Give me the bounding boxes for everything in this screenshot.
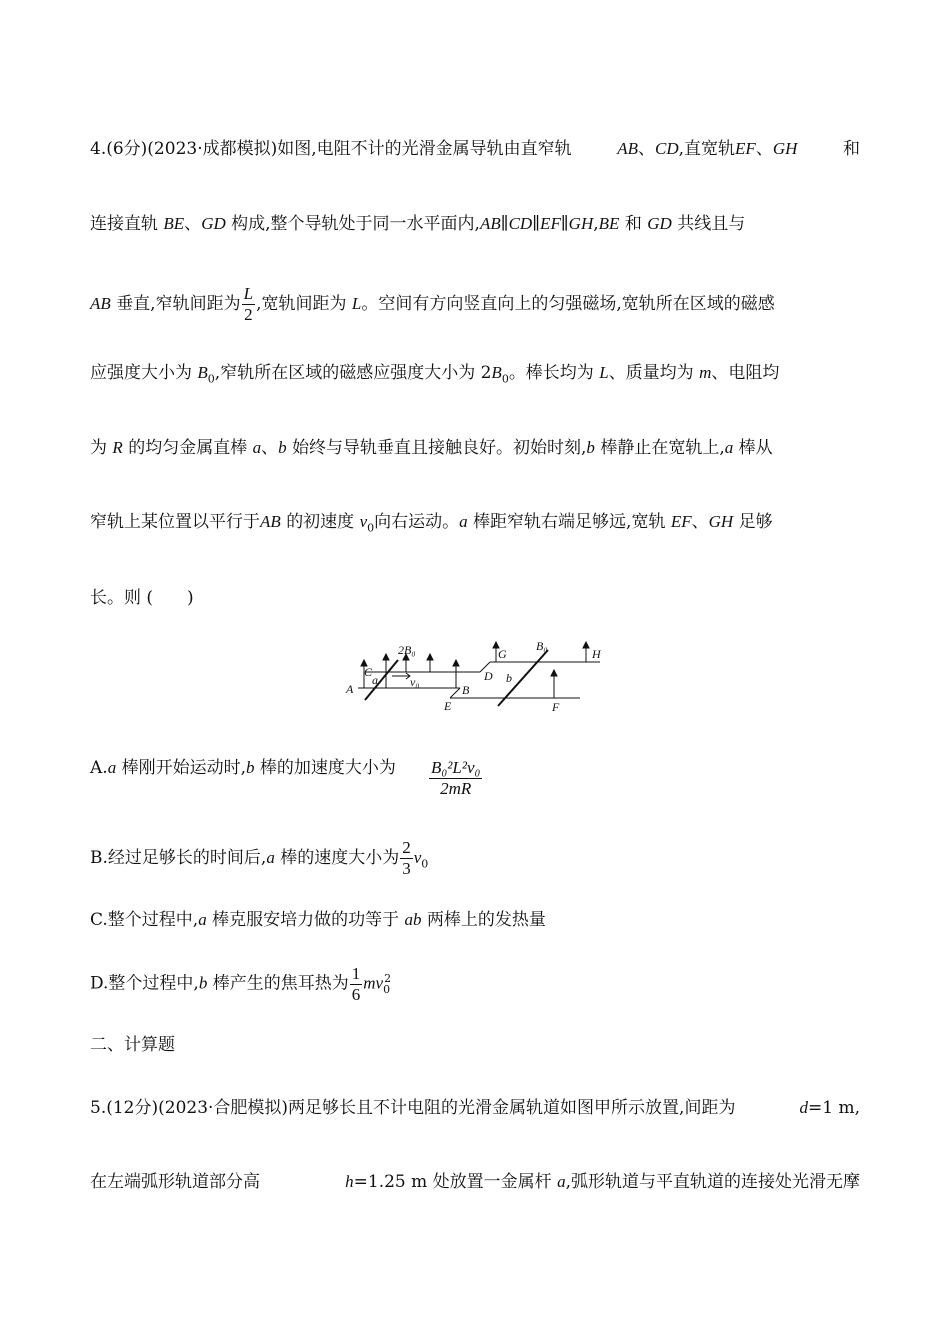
q4-text: 、 bbox=[184, 214, 202, 234]
label-H: H bbox=[592, 647, 601, 661]
q4-italic: BE bbox=[598, 214, 620, 233]
option-italic: a bbox=[266, 848, 275, 867]
superscript: 2 bbox=[384, 972, 392, 985]
option-text: 棒克服安培力做的功等于 bbox=[212, 910, 400, 930]
field-arrow-icon bbox=[551, 670, 557, 676]
q4-text: 棒从 bbox=[738, 438, 773, 458]
frac-num: L bbox=[243, 284, 254, 303]
q4-italic: EF bbox=[735, 139, 756, 158]
q4-text: 、 bbox=[638, 139, 656, 159]
q5-text: 5.(12分)(2023·合肥模拟)两足够长且不计电阻的光滑金属轨道如图甲所示放置,间距为 bbox=[90, 1098, 736, 1118]
option-italic: a bbox=[198, 910, 207, 929]
q4-text: , bbox=[593, 214, 599, 234]
fraction-2-over-3 bbox=[400, 838, 413, 879]
q4-text: 。空间有方向竖直向上的匀强磁场,宽轨所在区域的磁感 bbox=[361, 294, 775, 314]
q4-line-3 bbox=[90, 284, 860, 325]
q4-line-5 bbox=[90, 436, 860, 460]
field-arrow-icon bbox=[383, 654, 389, 660]
frac-num: 1 bbox=[351, 963, 361, 983]
q4-text: 足够 bbox=[738, 512, 773, 532]
q4-text: 棒静止在宽轨上, bbox=[600, 438, 725, 458]
q4-text: 、 bbox=[691, 512, 709, 532]
label-C: C bbox=[364, 665, 373, 679]
q4-text: 和 bbox=[624, 214, 642, 234]
option-C bbox=[90, 908, 546, 932]
q4-italic: L bbox=[351, 294, 362, 313]
q4-italic: R bbox=[112, 438, 123, 457]
q5-italic: d bbox=[799, 1098, 808, 1117]
frac-den: 6 bbox=[351, 984, 361, 1004]
option-text: A. bbox=[90, 758, 108, 778]
q4-text: 的初速度 bbox=[286, 512, 355, 532]
q4-text: 垂直,窄轨间距为 bbox=[116, 294, 241, 314]
q4-italic: AB∥CD∥EF∥GH bbox=[479, 214, 594, 233]
q4-text: 、 bbox=[755, 139, 773, 159]
q5-text: =1.25 m 处放置一金属杆 bbox=[353, 1172, 552, 1192]
q4-italic: GD bbox=[201, 214, 226, 233]
label-b: b bbox=[506, 671, 512, 685]
q4-line-2 bbox=[90, 212, 860, 236]
q4-italic: BE bbox=[163, 214, 185, 233]
label-B0: B₀ bbox=[536, 639, 548, 653]
q4-text: 。棒长均为 bbox=[508, 363, 594, 383]
option-text: B.经过足够长的时间后, bbox=[90, 848, 267, 868]
q4-text: 向右运动。 bbox=[374, 512, 460, 532]
label-2B0: 2B₀ bbox=[398, 643, 416, 657]
q4-line-6 bbox=[90, 510, 860, 540]
q4-text: 共线且与 bbox=[677, 214, 746, 234]
q4-text: ,窄轨所在区域的磁感应强度大小为 2 bbox=[214, 363, 492, 383]
field-arrow-icon bbox=[453, 660, 459, 666]
q4-italic: v bbox=[359, 512, 368, 531]
option-text: 棒的加速度大小为 bbox=[259, 758, 396, 778]
option-italic: mv bbox=[363, 973, 384, 993]
subscript: 0 bbox=[383, 983, 391, 997]
q4-italic: GD bbox=[647, 214, 672, 233]
q4-italic: a bbox=[724, 438, 734, 457]
q4-text: 和 bbox=[842, 139, 860, 159]
label-B: B bbox=[462, 683, 470, 697]
q4-italic: CD bbox=[655, 139, 679, 158]
q5-text: =1 m, bbox=[808, 1098, 860, 1118]
q4-text: 应强度大小为 bbox=[90, 363, 192, 383]
q4-text: 连接直轨 bbox=[90, 214, 158, 234]
option-text: 两棒上的发热量 bbox=[426, 910, 546, 930]
option-text: C.整个过程中, bbox=[90, 910, 199, 930]
q4-italic: L bbox=[599, 363, 609, 382]
label-F: F bbox=[552, 700, 560, 714]
option-italic: b bbox=[198, 973, 208, 993]
subscript: 0 bbox=[501, 372, 509, 386]
q4-italic: AB bbox=[260, 512, 281, 531]
q4-italic: AB bbox=[90, 294, 111, 313]
option-D bbox=[90, 961, 391, 1008]
label-E: E bbox=[444, 699, 452, 713]
q4-italic: B bbox=[491, 363, 502, 382]
q4-italic: b bbox=[278, 438, 287, 457]
q4-text: 、 bbox=[261, 438, 279, 458]
q4-text: ,宽轨间距为 bbox=[256, 294, 347, 314]
subscript: 0 bbox=[421, 857, 429, 871]
q5-italic: a bbox=[557, 1172, 566, 1191]
q4-italic: m bbox=[699, 363, 712, 382]
q4-text: ,直宽轨 bbox=[678, 139, 736, 159]
rail-BE bbox=[450, 688, 460, 698]
rail-diagram bbox=[340, 636, 610, 718]
q4-text: 、电阻均 bbox=[711, 363, 780, 383]
q4-italic: b bbox=[586, 438, 595, 457]
section-heading: 二、计算题 bbox=[90, 1035, 175, 1055]
q4-italic: a bbox=[459, 512, 468, 531]
q5-line-1 bbox=[90, 1096, 860, 1120]
frac-den: 3 bbox=[402, 859, 411, 878]
frac-den: 2 bbox=[244, 305, 253, 324]
label-A: A bbox=[346, 682, 354, 696]
q4-text: 的均匀金属直棒 bbox=[128, 438, 248, 458]
option-text: 棒产生的焦耳热为 bbox=[212, 973, 349, 994]
q4-text: 、质量均为 bbox=[608, 363, 694, 383]
q5-text: ,弧形轨道与平直轨道的连接处光滑无摩 bbox=[565, 1172, 860, 1192]
label-a: a bbox=[372, 673, 378, 687]
field-arrow-icon bbox=[427, 654, 433, 660]
option-text: 棒刚开始运动时, bbox=[121, 758, 246, 778]
subscript: 0 bbox=[207, 372, 215, 386]
label-G: G bbox=[498, 647, 507, 661]
q4-text: 窄轨上某位置以平行于 bbox=[90, 512, 260, 532]
option-italic: b bbox=[246, 758, 255, 777]
option-text: 棒的速度大小为 bbox=[280, 848, 400, 868]
option-italic: a bbox=[107, 758, 117, 777]
label-v0: v₀ bbox=[410, 675, 420, 689]
frac-num: 2 bbox=[402, 838, 411, 857]
q4-text: 长。则 ( ) bbox=[90, 588, 194, 608]
option-text: D.整个过程中, bbox=[90, 973, 199, 994]
q4-italic: AB bbox=[617, 139, 639, 158]
fraction-L-over-2 bbox=[242, 284, 255, 325]
option-A bbox=[90, 756, 396, 780]
frac-den: 2mR bbox=[440, 779, 472, 798]
q4-text: 构成,整个导轨处于同一水平面内, bbox=[231, 214, 480, 234]
q5-italic: h bbox=[345, 1172, 354, 1191]
q4-line-1 bbox=[90, 137, 860, 161]
q4-italic: a bbox=[252, 438, 262, 457]
q4-italic: B bbox=[197, 363, 208, 382]
fraction-option-A bbox=[429, 758, 482, 799]
option-B bbox=[90, 838, 428, 882]
field-arrow-icon bbox=[583, 642, 589, 648]
q4-italic: GH bbox=[708, 512, 734, 531]
option-italic: v bbox=[413, 848, 422, 867]
fraction-1-over-6 bbox=[350, 964, 363, 1005]
q5-text: 在左端弧形轨道部分高 bbox=[90, 1172, 260, 1192]
q4-line-4 bbox=[90, 361, 860, 391]
q4-text: 4.(6分)(2023·成都模拟)如图,电阻不计的光滑金属导轨由直窄轨 bbox=[90, 139, 572, 159]
label-D: D bbox=[484, 669, 493, 683]
q4-italic: EF bbox=[670, 512, 692, 531]
option-italic: ab bbox=[404, 910, 422, 929]
frac-num: B₀²L²v₀ bbox=[431, 758, 481, 777]
q4-line-7 bbox=[90, 586, 860, 610]
q4-text: 为 bbox=[90, 438, 107, 458]
subscript: 0 bbox=[367, 521, 375, 535]
q5-line-2 bbox=[90, 1170, 860, 1194]
q4-text: 棒距窄轨右端足够远,宽轨 bbox=[473, 512, 666, 532]
q4-text: 始终与导轨垂直且接触良好。初始时刻, bbox=[292, 438, 587, 458]
q4-italic: GH bbox=[772, 139, 798, 158]
